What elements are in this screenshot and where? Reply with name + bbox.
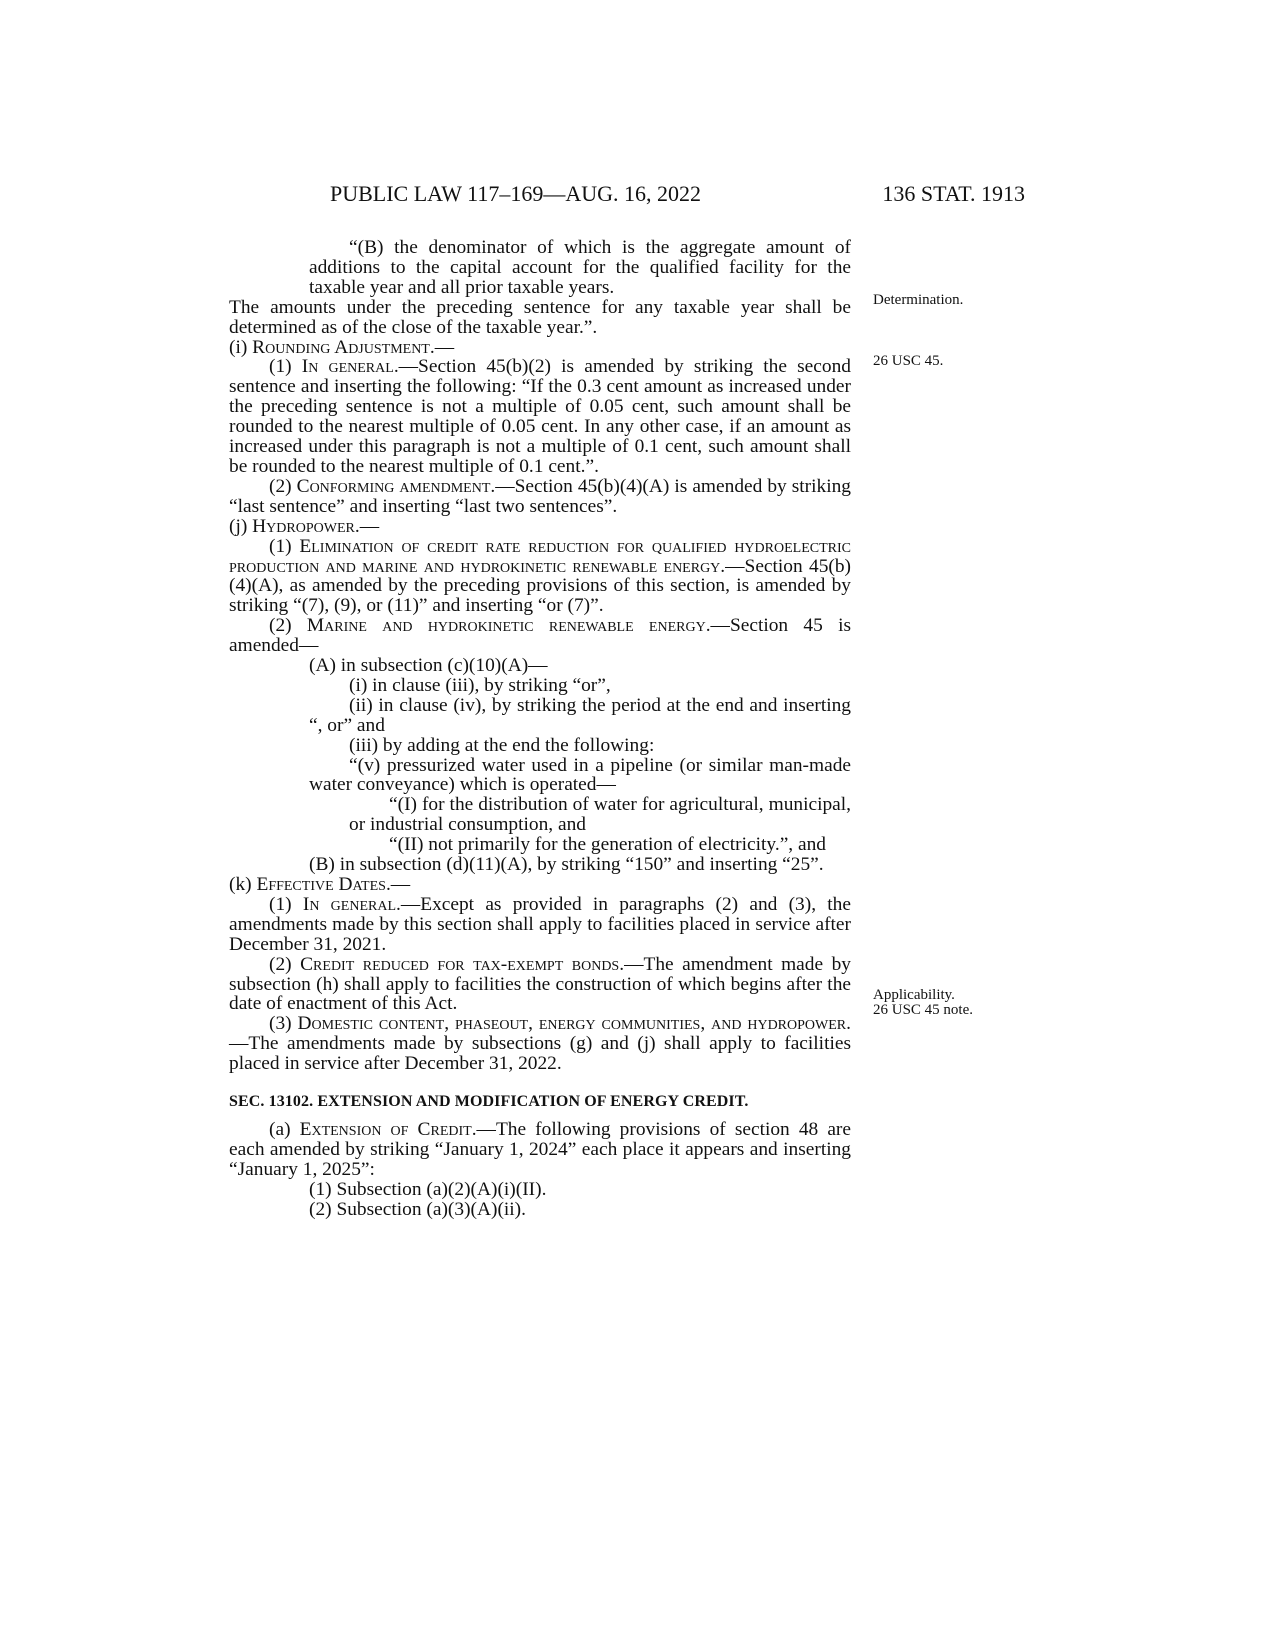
running-header-title: PUBLIC LAW 117–169—AUG. 16, 2022 bbox=[330, 181, 702, 206]
paragraph-k-2-heading: Credit reduced for tax-exempt bonds bbox=[300, 953, 620, 975]
subsection-i bbox=[229, 338, 851, 358]
paragraph-a-1: (1) Subsection (a)(2)(A)(i)(II). bbox=[309, 1178, 547, 1200]
margin-note-26-usc-45: 26 USC 45. bbox=[873, 353, 944, 369]
paragraph-i-2-text: .—Section 45(b)(4)(A) is amended by striking “last sentence” and inserting “last two sentences”. bbox=[229, 475, 852, 517]
subsection-a bbox=[229, 1120, 851, 1180]
subsection-i-heading: Rounding Adjustment bbox=[252, 336, 430, 358]
section-heading-13102: SEC. 13102. EXTENSION AND MODIFICATION OF ENERGY CREDIT. bbox=[229, 1093, 749, 1111]
subsection-a-heading: Extension of Credit bbox=[299, 1118, 472, 1140]
clause-j-2-a-i: (i) in clause (iii), by striking “or”, bbox=[349, 674, 611, 696]
subclause-j-2-a-v-II: “(II) not primarily for the generation of electricity.”, and bbox=[389, 834, 826, 856]
paragraph-k-1 bbox=[229, 895, 851, 955]
subsection-j-label: (j) bbox=[229, 515, 253, 537]
paragraph-k-1-text: .—Except as provided in paragraphs (2) and (3), the amendments made by this section shall apply to facilities placed in service after December 31, 2021. bbox=[229, 893, 851, 955]
paragraph-j-2-text: .—Section 45 is amended— bbox=[229, 615, 851, 657]
paragraph-j-1-heading: Elimination of credit rate reduction for qualified hydroelectric production and marine and hydrokinetic renewable energy bbox=[229, 535, 851, 577]
clause-j-2-a-v: “(v) pressurized water used in a pipeline (or similar man-made water conveyance) which is operated— bbox=[309, 754, 851, 796]
paragraph-k-3 bbox=[229, 1014, 851, 1074]
paragraph-i-1-text: .—Section 45(b)(2) is amended by striking the second sentence and inserting the following: “If the 0.3 cent amount as increased under the preceding sentence is not a multiple of 0.05 cent, such amount shall be rounded to the nearest multiple of 0.05 cent. In any other case, if an amount as increased under this paragraph is not a multiple of 0.1 cent, such amount shall be rounded to the nearest multiple of 0.1 cent.”. bbox=[229, 356, 851, 477]
paragraph-k-2-text: .—The amendment made by subsection (h) shall apply to facilities the construction of which begins after the date of enactment of this Act. bbox=[229, 953, 851, 1015]
paragraph-j-1 bbox=[229, 537, 851, 617]
subparagraph-j-2-a: (A) in subsection (c)(10)(A)— bbox=[309, 655, 548, 677]
paragraph-j-2-label: (2) bbox=[269, 615, 307, 637]
paragraph-k-2-label: (2) bbox=[269, 953, 301, 975]
clause-j-2-a-iii: (iii) by adding at the end the following: bbox=[349, 734, 655, 756]
subclause-j-2-a-v-I: “(I) for the distribution of water for agricultural, municipal, or industrial consumption, and bbox=[349, 794, 851, 836]
subsection-k-dash: .— bbox=[385, 874, 411, 895]
subsection-k-label: (k) bbox=[229, 874, 257, 895]
subsection-i-label: (i) bbox=[229, 336, 253, 358]
document-body bbox=[229, 238, 851, 1220]
paragraph-k-1-heading: In general bbox=[302, 893, 396, 915]
running-header-page: 136 STAT. 1913 bbox=[882, 181, 1025, 206]
paragraph-i-2 bbox=[229, 477, 851, 517]
paragraph-k-3-text: .—The amendments made by subsections (g) and (j) shall apply to facilities placed in service after December 31, 2022. bbox=[229, 1013, 851, 1075]
paragraph-k-2 bbox=[229, 955, 851, 1015]
paragraph-i-1-label: (1) bbox=[269, 356, 302, 378]
paragraph-j-2 bbox=[229, 616, 851, 656]
subsection-j-heading: Hydropower bbox=[252, 515, 355, 537]
paragraph-k-1-label: (1) bbox=[269, 893, 303, 915]
subsection-j-dash: .— bbox=[354, 515, 380, 537]
margin-note-26-usc-45-note: 26 USC 45 note. bbox=[873, 1002, 974, 1018]
paragraph-i-1-heading: In general bbox=[301, 356, 394, 378]
subsection-a-text: .—The following provisions of section 48 are each amended by striking “January 1, 2024” each place it appears and inserting “January 1, 2025”: bbox=[229, 1118, 851, 1180]
paragraph-k-3-label: (3) bbox=[269, 1013, 298, 1035]
paragraph-amounts-sentence: The amounts under the preceding sentence for any taxable year shall be determined as of the close of the taxable year.”. bbox=[229, 296, 851, 338]
subsection-i-dash: .— bbox=[429, 336, 455, 358]
subsection-j bbox=[229, 517, 851, 537]
margin-note-determination: Determination. bbox=[873, 292, 964, 308]
paragraph-j-1-label: (1) bbox=[269, 535, 300, 557]
paragraph-b-denominator: “(B) the denominator of which is the aggregate amount of additions to the capital account for the qualified facility for the taxable year and all prior taxable years. bbox=[309, 237, 851, 298]
subsection-k bbox=[229, 875, 851, 895]
clause-j-2-a-ii: (ii) in clause (iv), by striking the period at the end and inserting “, or” and bbox=[309, 694, 851, 736]
subsection-k-heading: Effective Dates bbox=[256, 874, 386, 895]
paragraph-i-1 bbox=[229, 357, 851, 476]
paragraph-i-2-heading: Conforming amendment bbox=[296, 475, 491, 497]
paragraph-j-2-heading: Marine and hydrokinetic renewable energy bbox=[306, 615, 706, 637]
margin-note-applicability: Applicability. bbox=[873, 987, 955, 1003]
subsection-a-label: (a) bbox=[269, 1118, 300, 1140]
paragraph-k-3-heading: Domestic content, phaseout, energy communities, and hydropower bbox=[297, 1013, 847, 1035]
paragraph-i-2-label: (2) bbox=[269, 475, 297, 497]
subparagraph-j-2-b: (B) in subsection (d)(11)(A), by striking “150” and inserting “25”. bbox=[309, 854, 824, 876]
paragraph-a-2: (2) Subsection (a)(3)(A)(ii). bbox=[309, 1198, 526, 1220]
paragraph-j-1-text: .—Section 45(b)(4)(A), as amended by the preceding provisions of this section, is amended by striking “(7), (9), or (11)” and inserting “or (7)”. bbox=[229, 555, 852, 617]
